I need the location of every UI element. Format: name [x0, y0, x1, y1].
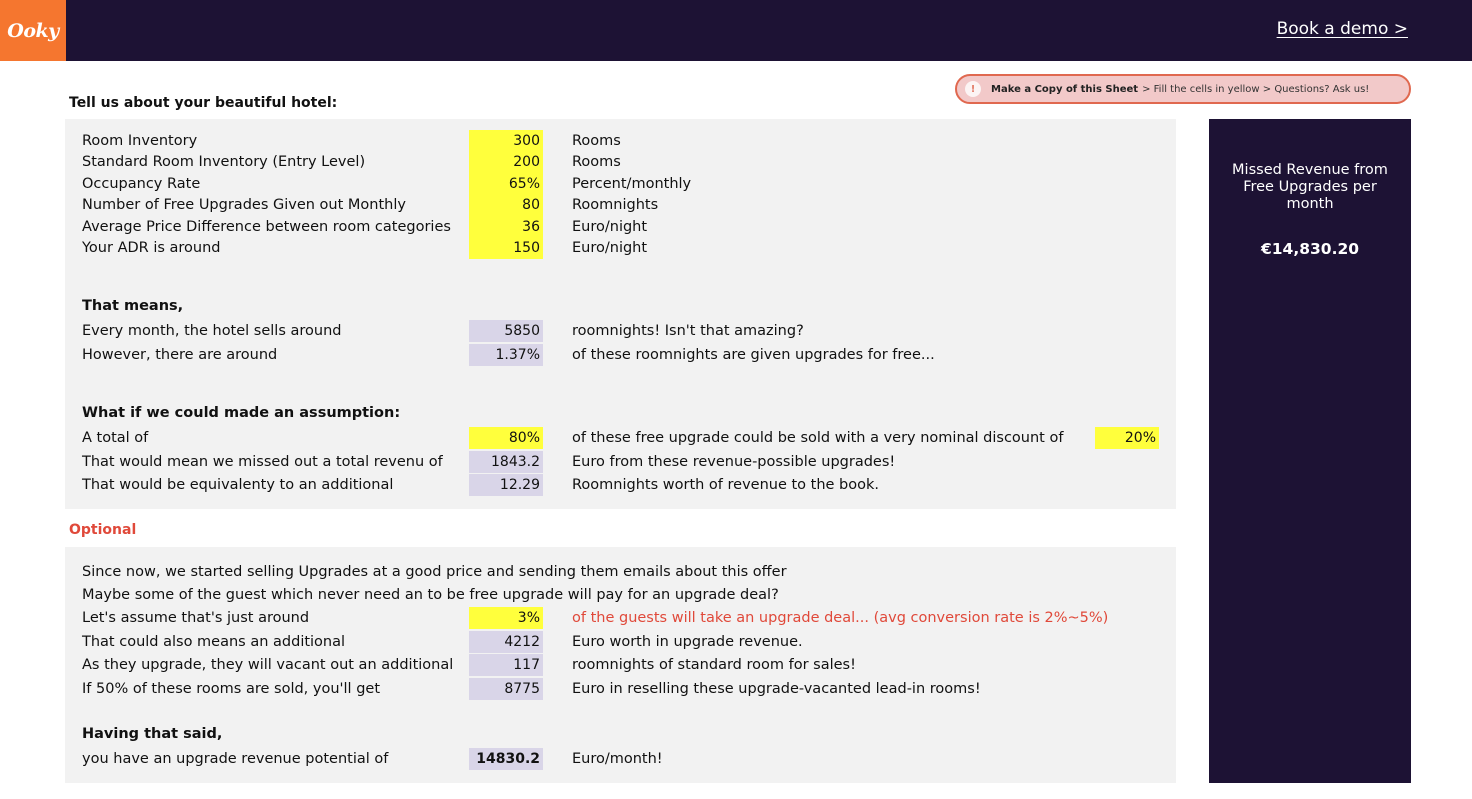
row-label: A total of: [82, 430, 149, 446]
means-heading: That means,: [82, 298, 184, 314]
conversion-rate-cell[interactable]: 3%: [469, 607, 543, 629]
row-unit: Rooms: [572, 133, 621, 149]
assumption-row-missed-revenue: [82, 451, 1162, 473]
adr-cell[interactable]: 150: [469, 237, 543, 259]
roomnights-sold-cell: 5850: [469, 320, 543, 342]
means-row-free-share: [82, 344, 1162, 366]
summary-row: [82, 748, 1162, 770]
missed-revenue-card: [1209, 119, 1411, 783]
optional-title: Optional: [69, 522, 137, 538]
upgrade-revenue-cell: 4212: [469, 631, 543, 653]
instruction-rest: > Fill the cells in yellow > Questions? Ask us!: [1142, 83, 1370, 95]
intro-text: Maybe some of the guest which never need an to be free upgrade will pay for an upgrade deal?: [82, 587, 779, 603]
optional-row-conversion: [82, 607, 1162, 629]
row-label: Average Price Difference between room categories: [82, 219, 451, 235]
row-unit: Rooms: [572, 154, 621, 170]
row-unit: roomnights! Isn't that amazing?: [572, 323, 804, 339]
row-label: That could also means an additional: [82, 634, 346, 650]
missed-revenue-amount: €14,830.20: [1260, 240, 1360, 258]
optional-intro-line2: [82, 584, 1162, 606]
top-bar: [0, 0, 1472, 61]
missed-revenue-cell: 1843.2: [469, 451, 543, 473]
row-unit: Euro in reselling these upgrade-vacanted lead-in rooms!: [572, 681, 981, 697]
row-label: However, there are around: [82, 347, 278, 363]
input-row-free-upgrades: [82, 194, 1162, 216]
occupancy-cell[interactable]: 65%: [469, 173, 543, 195]
resell-revenue-cell: 8775: [469, 678, 543, 700]
intro-title: Tell us about your beautiful hotel:: [69, 95, 338, 111]
discount-cell[interactable]: 20%: [1095, 427, 1159, 449]
optional-row-vacant: [82, 654, 1162, 676]
row-unit: of the guests will take an upgrade deal... (avg conversion rate is 2%~5%): [572, 610, 1109, 626]
sellable-share-cell[interactable]: 80%: [469, 427, 543, 449]
row-label: Standard Room Inventory (Entry Level): [82, 154, 366, 170]
row-label: Your ADR is around: [82, 240, 221, 256]
price-difference-cell[interactable]: 36: [469, 216, 543, 238]
row-label: Let's assume that's just around: [82, 610, 310, 626]
input-row-price-difference: [82, 216, 1162, 238]
room-inventory-cell[interactable]: 300: [469, 130, 543, 152]
row-label: If 50% of these rooms are sold, you'll get: [82, 681, 381, 697]
row-unit: Roomnights worth of revenue to the book.: [572, 477, 880, 493]
vacant-roomnights-cell: 117: [469, 654, 543, 676]
input-row-standard-inventory: [82, 151, 1162, 173]
row-unit: Roomnights: [572, 197, 659, 213]
row-unit: Euro/month!: [572, 751, 663, 767]
input-row-adr: [82, 237, 1162, 259]
row-unit: Percent/monthly: [572, 176, 692, 192]
row-label: Occupancy Rate: [82, 176, 201, 192]
optional-row-resell: [82, 678, 1162, 700]
row-label: As they upgrade, they will vacant out an additional: [82, 657, 454, 673]
row-label: That would mean we missed out a total revenu of: [82, 454, 443, 470]
assumption-row-sellable: [82, 427, 1162, 449]
row-unit: Euro worth in upgrade revenue.: [572, 634, 803, 650]
row-unit: of these roomnights are given upgrades for free...: [572, 347, 935, 363]
optional-row-upgrade-revenue: [82, 631, 1162, 653]
row-label: That would be equivalenty to an additional: [82, 477, 394, 493]
assumption-row-roomnights: [82, 474, 1162, 496]
row-label: you have an upgrade revenue potential of: [82, 751, 389, 767]
missed-revenue-caption: Missed Revenue from Free Upgrades per month: [1232, 162, 1388, 212]
input-row-occupancy: [82, 173, 1162, 195]
ooky-logo[interactable]: Ooky: [0, 0, 66, 61]
standard-inventory-cell[interactable]: 200: [469, 151, 543, 173]
summary-heading: Having that said,: [82, 726, 223, 742]
row-unit: of these free upgrade could be sold with a very nominal discount of: [572, 430, 1064, 446]
instruction-banner: [955, 74, 1411, 104]
equivalent-roomnights-cell: 12.29: [469, 474, 543, 496]
free-upgrades-cell[interactable]: 80: [469, 194, 543, 216]
row-unit: Euro/night: [572, 240, 648, 256]
row-label: Every month, the hotel sells around: [82, 323, 342, 339]
row-unit: roomnights of standard room for sales!: [572, 657, 856, 673]
instruction-bold: Make a Copy of this Sheet: [991, 83, 1139, 95]
optional-intro-line1: [82, 561, 1162, 583]
intro-text: Since now, we started selling Upgrades at a good price and sending them emails about this offer: [82, 564, 787, 580]
free-upgrade-share-cell: 1.37%: [469, 344, 543, 366]
book-demo-link[interactable]: Book a demo >: [1276, 19, 1408, 39]
revenue-potential-cell: 14830.2: [469, 748, 543, 770]
row-label: Number of Free Upgrades Given out Monthly: [82, 197, 406, 213]
alert-icon: !: [965, 81, 981, 97]
row-label: Room Inventory: [82, 133, 198, 149]
assumption-heading: What if we could made an assumption:: [82, 405, 401, 421]
row-unit: Euro from these revenue-possible upgrades!: [572, 454, 896, 470]
means-row-sold: [82, 320, 1162, 342]
input-row-room-inventory: [82, 130, 1162, 152]
row-unit: Euro/night: [572, 219, 648, 235]
